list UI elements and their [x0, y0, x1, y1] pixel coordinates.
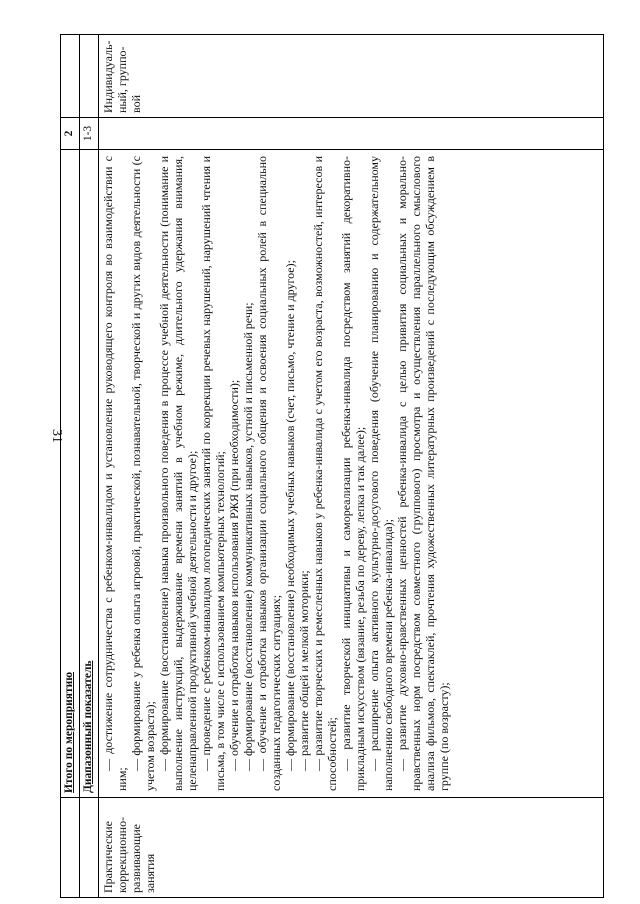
section-items	[99, 150, 604, 798]
total-empty-cell	[61, 798, 80, 898]
rotated-table-page	[60, 35, 604, 898]
list-item: — обучение и отработка навыков организации социального общения и освоения социальных ролей в специально созданных педагогических ситуациях;	[255, 156, 283, 791]
list-item: — проведение с ребенком-инвалидом логопедических занятий по коррекции речевых нарушений, нарушений чтения и письма, в том числе с использованием компьютерных технологий;	[199, 156, 227, 791]
list-item: — формирование (восстановление) коммуникативных навыков, устной и письменной речи;	[241, 302, 255, 771]
total-end-cell	[61, 35, 80, 118]
list-item: — расширение опыта активного культурно-досугового поведения (обучение планированию и содержательному наполнению свободного времени ребенка-инвалида);	[367, 156, 395, 791]
range-value: 1-3	[80, 118, 99, 150]
total-row	[61, 35, 80, 898]
list-item: — достижение сотрудничества с ребенком-инвалидом и установление руководящего контроля во взаимодействии с ним;	[101, 156, 129, 791]
list-item: — формирование (восстановление) навыка произвольного поведения в процессе учебной деятельности (понимание и выполнение инструкций, выдерживание времени занятий в учебном режиме, длительного удержания внимания, целенаправленной продуктивной учебной деятельности и другое);	[157, 156, 199, 791]
section-row	[99, 35, 604, 898]
total-value: 2	[61, 118, 80, 150]
program-table	[60, 34, 604, 898]
range-row	[80, 35, 99, 898]
list-item: — формирование у ребенка опыта игровой, практической, познавательной, творческой и других видов деятельности (с учетом возраста);	[129, 156, 157, 791]
list-item: — развитие творческих и ремесленных навыков у ребенка-инвалида с учетом его возраста, возможностей, интересов и способностей;	[311, 156, 339, 791]
total-label: Итого по мероприятию	[61, 150, 80, 798]
range-empty-cell	[80, 798, 99, 898]
list-item: — развитие духовно-нравственных ценностей ребенка-инвалида с целью привития социальных и морально-нравственных норм посредством совместного (группового) просмотра и осуществления параллельного смыслового анализа фильмов, спектаклей, прочтения художественных литературных произведений с последующим обсуждением в группе (по возрасту);	[395, 156, 451, 791]
range-end-cell	[80, 35, 99, 118]
list-item: — развитие общей и мелкой моторики;	[297, 570, 311, 771]
section-mid-cell	[99, 118, 604, 150]
form-label: Индивидуаль-ный, группо-вой	[99, 35, 604, 118]
range-label: Диапазонный показатель	[80, 150, 99, 798]
page-number: 31	[49, 429, 64, 443]
list-item: — формирование (восстановление) необходимых учебных навыков (счет, письмо, чтение и другое);	[283, 260, 297, 771]
section-label: Практические коррекционно-развивающие занятия	[99, 798, 604, 898]
list-item: — обучение и отработка навыков использования РЖЯ (при необходимости);	[227, 379, 241, 771]
list-item: — развитие творческой инициативы и самореализации ребенка-инвалида посредством занятий декоративно-прикладным искусством (вязание, резьба по дереву, лепка и так далее);	[339, 156, 367, 791]
